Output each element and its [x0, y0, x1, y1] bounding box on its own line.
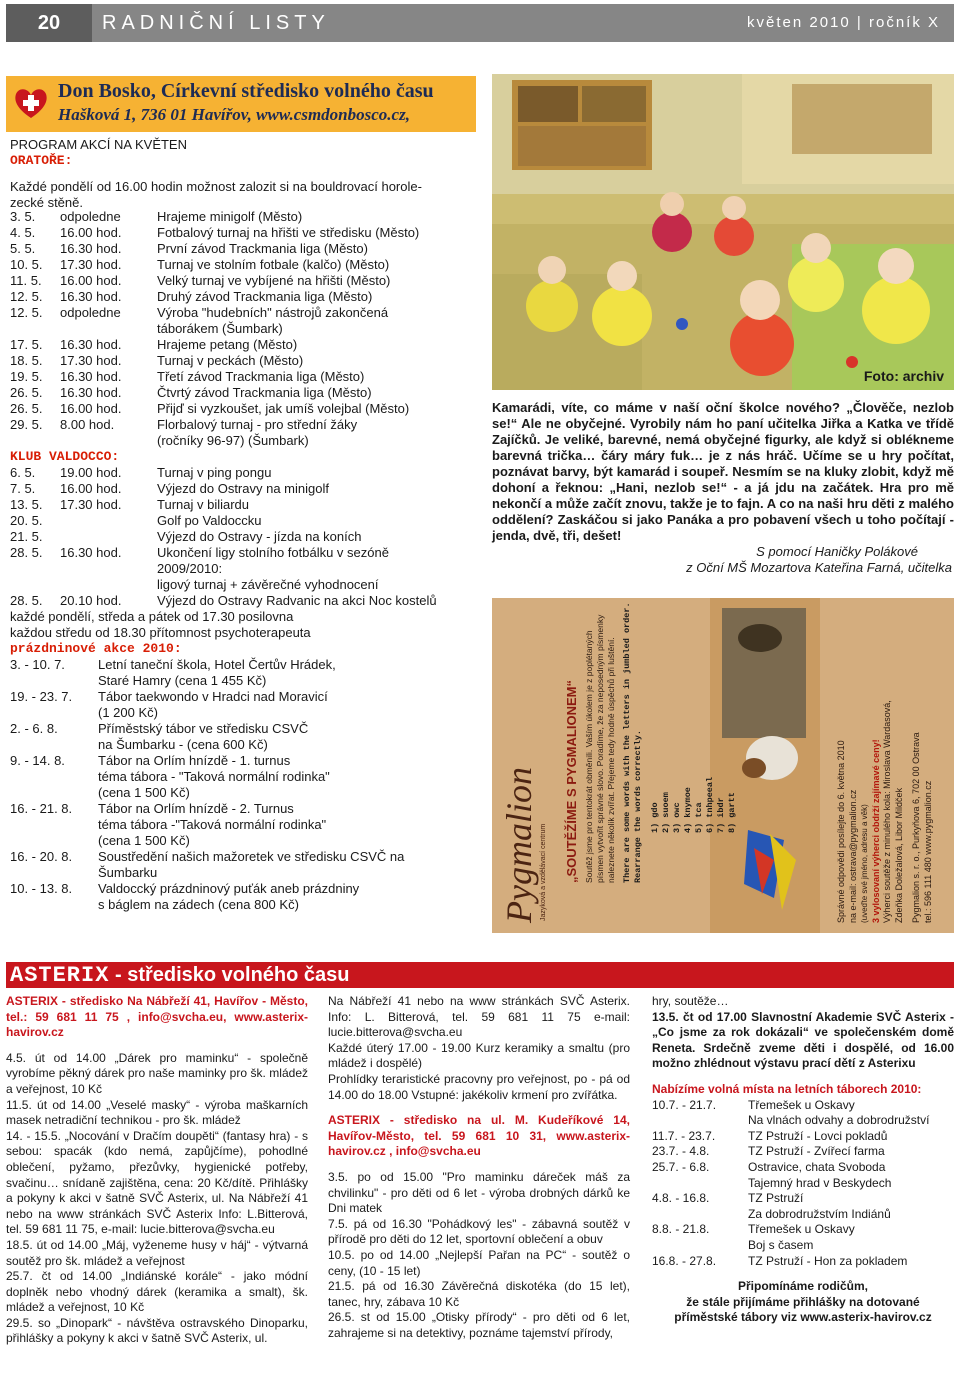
contest-rules-line: Správné odpovědi posílejte do 6. května 2010 — [836, 740, 846, 923]
row-event: Turnaj v biliardu — [157, 497, 250, 512]
asterix-name: ASTERIX — [10, 963, 110, 988]
asterix-column-1 — [6, 994, 308, 1347]
asterix-event: 3.5. po od 15.00 "Pro maminku dáreček máš za chvilinku" - pro děti od 6 let - výroba drobných dárků ke Dni matek — [328, 1169, 630, 1216]
row-time: 16.00 hod. — [60, 401, 122, 416]
row-date: 17. 5. — [10, 337, 43, 352]
row-event: Tábor taekwondo v Hradci nad Moravicí — [98, 689, 328, 704]
camp-row — [652, 1113, 954, 1129]
article-signature-line2: z Oční MŠ Mozartova Kateřina Farná, učitelka — [686, 560, 952, 575]
row-date: 11. 5. — [10, 273, 42, 288]
jumbled-word: 1) gdo — [650, 802, 660, 833]
asterix-address: ASTERIX - středisko na ul. M. Kudeříkové 14, Havířov-Město, tel. 59 681 10 31, www.asterix-havirov.cz , info@svcha.eu — [328, 1113, 630, 1159]
row-date: 10. 5. — [10, 257, 43, 272]
camp-name: Třemešek u Oskavy — [748, 1097, 855, 1112]
oratore-intro-line1: Každé pondělí od 16.00 hodin možnost zalozit si na bouldrovací horole- — [10, 179, 422, 194]
magazine-title: RADNIČNÍ LISTY — [102, 12, 330, 34]
article-text: Kamarádi, víte, co máme v naší oční školce nového? „Člověče, nezlob se!“ Ale ne obyčejné. Vyrobily nám ho paní učitelka Jiřka a Katka ve třídě Zajíčků. Je veliké, barevné, nemá obyčejné figurky, ale když si oblékneme barevná trička… čáry máry fuk… je z nás hráč. Učíme se u hry počítat, poznávat barvy, být kamarád i soupeř. Nesmím se na kluky zlobit, když mě dohoní a řeknou: „Hani, nezlob se!“ - a já jdu na začátek. Hra pro mě nekončí a může začít znovu, takže je to fajn. A co na naši hru děti z malého oddělení? Zaskáčou si jako Panáka a pro pobavení všech u toho počítají - jenda, dvě, tři, dešet! — [492, 400, 954, 543]
asterix-event: 18.5. út od 14.00 „Máj, vyženeme husy v háj“ - výtvarná soutěž pro šk. mládež a veřejnost — [6, 1237, 308, 1268]
jumbled-word: 7) ibdr — [716, 797, 726, 833]
row-event: Turnaj ve stolním fotbale (kalčo) (Město) — [157, 257, 390, 272]
row-event: Hrajeme petang (Město) — [157, 337, 298, 352]
camp-name: Boj s časem — [748, 1237, 814, 1252]
row-event: Velký turnaj ve vybíjené na hřišti (Město) — [157, 273, 391, 288]
asterix-event: 10.5. po od 14.00 „Nejlepší Pařan na PC“ - soutěž o ceny, (10 - 15 let) — [328, 1247, 630, 1278]
spacer — [328, 1160, 630, 1170]
asterix-subtitle: - středisko volného času — [109, 964, 350, 986]
camp-name: Tajemný hrad v Beskydech — [748, 1175, 892, 1190]
camp-row — [652, 1160, 954, 1176]
row-time: 16.30 hod. — [60, 369, 122, 384]
program-block — [10, 137, 480, 211]
row-date: 2. - 6. 8. — [10, 721, 58, 736]
contest-rules-line: (uveďte své jméno, adresu a věk) — [860, 804, 869, 923]
program-title: PROGRAM AKCÍ NA KVĚTEN — [10, 137, 187, 152]
row-date: 16. - 21. 8. — [10, 801, 73, 816]
jumbled-word: 6) tnhpeeal — [705, 776, 715, 833]
pygmalion-contest-ad — [492, 598, 954, 933]
camps-heading: Nabízíme volná místa na letních táborech 2010: — [652, 1081, 922, 1096]
contest-intro-line: písmen vytvořit správné slovo. Poradíme, že za neposedným písmenky — [595, 614, 605, 883]
asterix-column-3 — [652, 994, 954, 1326]
jumbled-word: 5) tca — [694, 802, 704, 833]
row-time: odpoledne — [60, 305, 121, 320]
asterix-event: 25.7. čt od 14.00 „Indiánské korále“ - jako módní doplněk nebo vhodný dárek (keramika a smalt), šk. mládež a veřejnost, 10 Kč — [6, 1269, 308, 1315]
row-event: Staré Hamry (cena 1 455 Kč) — [98, 673, 267, 688]
contest-rules — [836, 700, 934, 923]
row-time: 8.00 hod. — [60, 417, 115, 432]
camp-date: 11.7. - 23.7. — [652, 1128, 716, 1143]
row-time: 16.30 hod. — [60, 289, 122, 304]
row-date: 12. 5. — [10, 305, 43, 320]
row-event: ligový turnaj + závěrečné vyhodnocení — [157, 577, 379, 592]
row-time: 16.30 hod. — [60, 337, 122, 352]
col3-event: 13.5. čt od 17.00 Slavnostní Akademie SVČ Asterix - „Co jsme za rok dokázali“ ve společenském domě Reneta. Srdečně zveme děti i dospělé, od 16.00 možno zhlédnout výstavu prací dětí z Asterixu — [652, 1009, 954, 1071]
camp-date: 25.7. - 6.8. — [652, 1159, 710, 1174]
row-time: 16.30 hod. — [60, 545, 122, 560]
row-date: 28. 5. — [10, 593, 43, 608]
asterix-event: Každé úterý 17.00 - 19.00 Kurz keramiky a smaltu (pro mládež i dospělé) — [328, 1040, 630, 1071]
row-event: (1 200 Kč) — [98, 705, 158, 720]
row-time: 16.30 hod. — [60, 241, 122, 256]
row-event: Výroba "hudebních" nástrojů zakončená — [157, 305, 389, 320]
pygmalion-contact-line: tel.: 596 111 480 www.pygmalion.cz — [922, 780, 933, 923]
spacer — [6, 1041, 308, 1051]
row-date: 26. 5. — [10, 385, 43, 400]
row-event: téma tábora - "Taková normální rodinka" — [98, 769, 330, 784]
asterix-event: 4.5. út od 14.00 „Dárek pro maminku“ - společně vyrobíme pěkný dárek pro naše maminky pro šk. mládež a veřejnost, 10 Kč — [6, 1050, 308, 1096]
row-time: 20.10 hod. — [60, 593, 122, 608]
kindergarten-article — [492, 400, 954, 576]
contest-title: „SOUTĚŽÍME S PYGMALIONEM“ — [564, 680, 579, 883]
children-playing-photo — [492, 74, 954, 390]
row-event: Příměstský tábor ve středisku CSVČ — [98, 721, 309, 736]
reminder-line3: příměstské tábory viz www.asterix-havirov.cz — [674, 1310, 932, 1325]
reminder-line2: že stále přijímáme přihlášky na dotované — [686, 1294, 920, 1309]
regular-block — [10, 609, 480, 641]
row-event: Turnaj v ping pongu — [157, 465, 272, 480]
summer-heading: prázdninové akce 2010: — [10, 641, 182, 656]
row-date: 18. 5. — [10, 353, 43, 368]
pygmalion-logo-sub: Jazyková a vzdělávací centrum — [540, 823, 547, 921]
banner-address: Hašková 1, 736 01 Havířov, www.csmdonbosco.cz, — [58, 105, 410, 124]
asterix-address: ASTERIX - středisko Na Nábřeží 41, Havířov - Město, tel.: 59 681 11 75 , info@svcha.eu, www.asterix-havirov.cz — [6, 994, 308, 1040]
row-event: Šumbarku — [98, 865, 158, 880]
camp-date: 10.7. - 21.7. — [652, 1097, 717, 1112]
row-time: 16.00 hod. — [60, 273, 122, 288]
row-event: téma tábora -"Taková normální rodinka" — [98, 817, 327, 832]
asterix-event: Prohlídky teraristické pracovny pro veřejnost, po - pá od 14.00 do 18.00 Vstupné: jakékoliv krmení pro zvířátka. — [328, 1071, 630, 1102]
row-event: (cena 1 500 Kč) — [98, 785, 190, 800]
camp-name: TZ Pstruží - Hon za pokladem — [748, 1253, 908, 1268]
row-event: Turnaj v peckách (Město) — [157, 353, 304, 368]
row-event: Fotbalový turnaj na hřišti ve středisku (Město) — [157, 225, 420, 240]
camp-name: TZ Pstruží — [748, 1191, 804, 1206]
row-event: Hrajeme minigolf (Město) — [157, 209, 303, 224]
row-event: Golf po Valdoccku — [157, 513, 262, 528]
row-event: Letní taneční škola, Hotel Čertův Hrádek, — [98, 657, 336, 672]
donbosco-heart-logo-icon — [12, 84, 50, 122]
photo-credit: Foto: archiv — [863, 368, 944, 384]
row-date: 28. 5. — [10, 545, 43, 560]
camp-row — [652, 1222, 954, 1238]
row-event: 2009/2010: — [157, 561, 223, 576]
row-event: První závod Trackmania liga (Město) — [157, 241, 368, 256]
row-date: 19. - 23. 7. — [10, 689, 73, 704]
camp-row — [652, 1176, 954, 1192]
row-event: Druhý závod Trackmania liga (Město) — [157, 289, 373, 304]
row-date: 16. - 20. 8. — [10, 849, 73, 864]
row-date: 12. 5. — [10, 289, 43, 304]
row-date: 5. 5. — [10, 241, 36, 256]
oratore-intro-line2: zecké stěně. — [10, 195, 83, 210]
row-event: táborákem (Šumbark) — [157, 321, 283, 336]
row-time: odpoledne — [60, 209, 121, 224]
row-time: 17.30 hod. — [60, 257, 122, 272]
row-event: (cena 1 500 Kč) — [98, 833, 190, 848]
contest-intro-line: Soutěž jsme pro tentokrát obměnili. Vaším úkolem je z poplétaných — [584, 630, 594, 883]
row-event: Tábor na Orlím hnízdě - 2. Turnus — [98, 801, 294, 816]
camp-row — [652, 1207, 954, 1223]
jumbled-word: 4) knymoe — [683, 787, 693, 833]
camp-date: 8.8. - 21.8. — [652, 1222, 710, 1237]
klub-heading: KLUB VALDOCCO: — [10, 449, 120, 464]
jumbled-word: 3) owc — [672, 802, 682, 833]
row-date: 21. 5. — [10, 529, 43, 544]
camp-name: Třemešek u Oskavy — [748, 1222, 855, 1237]
contest-prize-line: 3 vylosovaní výherci obdrží zajímavé ceny! — [870, 739, 881, 923]
page-number: 20 — [6, 4, 92, 42]
asterix-event: 14. - 15.5. „Nocování v Dračím doupěti“ (fantasy hra) - s sebou: spacák (kdo nemá, zapůjčíme), pohodlné oblečení, pyžamo, přezůvky, hygienické potřeby, svačinu… snídaně zajištěna, cena: 20 Kč/dítě. Přihlášky a pokyny k akci v šatně SVČ Asterix, ul. Na Nábřeží 41 nebo na www stránkách SVČ Asterix Info: L.Bitterová, tel. 59 681 11 75, e-mail: lucie.bitterova@svcha.eu — [6, 1128, 308, 1237]
camp-name: Ostravice, chata Svoboda — [748, 1159, 886, 1174]
camps-list — [652, 1098, 954, 1270]
kindergarten-photo — [492, 74, 954, 390]
jumbled-word: 2) suoem — [661, 792, 671, 833]
row-event: s báglem na zádech (cena 800 Kč) — [98, 897, 299, 912]
row-date: 26. 5. — [10, 401, 43, 416]
camp-date: 4.8. - 16.8. — [652, 1191, 710, 1206]
asterix-event: 29.5. so „Dinopark“ - návštěva ostravského Dinoparku, přihlášky a pokyny k akci v šatně SVČ Asterix, ul. — [6, 1315, 308, 1346]
row-event: Tábor na Orlím hnízdě - 1. turnus — [98, 753, 291, 768]
regular-line1: každé pondělí, středa a pátek od 17.30 posilovna — [10, 609, 294, 624]
camp-name: TZ Pstruží - Lovci pokladů — [748, 1128, 888, 1143]
camp-name: Na vlnách odvahy a dobrodružství — [748, 1113, 930, 1128]
regular-line2: každou středu od 18.30 přítomnost psychoterapeuta — [10, 625, 311, 640]
row-date: 6. 5. — [10, 465, 36, 480]
row-time: 16.00 hod. — [60, 225, 122, 240]
camp-row — [652, 1191, 954, 1207]
english-task-line: Rearrange the words correctly. — [633, 729, 643, 883]
camp-row — [652, 1129, 954, 1145]
contest-intro — [584, 615, 617, 883]
jumbled-word: 8) gartt — [727, 792, 737, 833]
page-header — [6, 4, 954, 42]
row-date: 13. 5. — [10, 497, 43, 512]
row-event: Valdoccký prázdninový puťák aneb prázdniny — [98, 881, 360, 896]
row-date: 3. - 10. 7. — [10, 657, 65, 672]
banner-name: Don Bosko, Církevní středisko volného času — [58, 80, 434, 102]
row-date: 9. - 14. 8. — [10, 753, 65, 768]
row-time: 16.00 hod. — [60, 481, 122, 496]
row-event: Výjezd do Ostravy Radvanic na akci Noc kostelů — [157, 593, 437, 608]
reminder-line1: Připomínáme rodičům, — [737, 1279, 869, 1294]
row-time: 16.30 hod. — [60, 385, 122, 400]
camp-name: TZ Pstruží - Zvířecí farma — [748, 1144, 885, 1159]
row-event: na Šumbarku - (cena 600 Kč) — [98, 737, 268, 752]
row-date: 10. - 13. 8. — [10, 881, 73, 896]
donbosco-banner — [6, 76, 476, 132]
jumbled-words-list — [650, 777, 738, 833]
asterix-event: 7.5. pá od 16.30 "Pohádkový les" - zábavná soutěž v přírodě pro děti do 12 let, sportovní oblečení a obuv — [328, 1216, 630, 1247]
english-task — [622, 602, 644, 883]
row-event: Třetí závod Trackmania liga (Město) — [157, 369, 365, 384]
english-task-line: There are some words with the letters in jumbled order. — [622, 602, 632, 883]
camp-date: 23.7. - 4.8. — [652, 1144, 710, 1159]
camp-row — [652, 1144, 954, 1160]
row-event: Výjezd do Ostravy na minigolf — [157, 481, 329, 496]
row-date: 20. 5. — [10, 513, 43, 528]
issue-date: květen 2010 | ročník X — [747, 14, 940, 31]
contest-winners-line: Výherci soutěže z minulého kola: Miroslava Wardasová, — [882, 700, 892, 923]
row-date: 3. 5. — [10, 209, 36, 224]
row-event: Čtvrtý závod Trackmania liga (Město) — [157, 385, 372, 400]
camp-date: 16.8. - 27.8. — [652, 1253, 717, 1268]
row-event: (ročníky 96-97) (Šumbark) — [157, 433, 309, 448]
camp-row — [652, 1238, 954, 1254]
row-time: 17.30 hod. — [60, 497, 122, 512]
contest-winners-line: Zdeňka Doležalová, Libor Mildček — [893, 787, 904, 923]
col3-intro: hry, soutěže… — [652, 994, 729, 1008]
row-time: 19.00 hod. — [60, 465, 122, 480]
contest-intro-line: naleznete několik zvířat. Přejeme tedy hodně úspěchů při luštění. — [606, 637, 616, 883]
pygmalion-rotated-content — [492, 598, 954, 933]
oratore-heading: ORATOŘE: — [10, 153, 73, 168]
asterix-event: 11.5. út od 14.00 „Veselé masky“ - výroba maškarních masek netradiční technikou - pro šk. mládež — [6, 1097, 308, 1128]
row-event: Přijď si vyzkoušet, jak umíš volejbal (Město) — [157, 401, 410, 416]
pygmalion-address-line: Pygmalion s. r. o., Purkyňova 6, 702 00 Ostrava — [911, 732, 921, 923]
contest-rules-line: na e-mail: ostrava@pygmalion.cz — [847, 789, 858, 923]
row-event: Výjezd do Ostravy - jízda na koních — [157, 529, 362, 544]
row-date: 29. 5. — [10, 417, 43, 432]
asterix-event: 21.5. pá od 16.30 Závěrečná diskotéka (do 15 let), tanec, hry, zábava 10 Kč — [328, 1279, 630, 1309]
row-time: 17.30 hod. — [60, 353, 122, 368]
camp-row — [652, 1098, 954, 1114]
camp-row — [652, 1254, 954, 1270]
row-event: Soustředění našich mažoretek ve středisku CSVČ na — [98, 849, 405, 864]
row-date: 19. 5. — [10, 369, 43, 384]
spacer — [328, 1103, 630, 1113]
row-event: Ukončení ligy stolního fotbálku v sezóně — [157, 545, 389, 560]
row-date: 7. 5. — [10, 481, 36, 496]
row-event: Florbalový turnaj - pro střední žáky — [157, 417, 358, 432]
asterix-event: 26.5. st od 15.00 „Otisky přírody“ - pro děti od 6 let, zahrajeme si na detektivy, poznáme tajemství přírody, — [328, 1310, 630, 1340]
asterix-heading-band — [6, 962, 954, 988]
row-date: 4. 5. — [10, 225, 36, 240]
camp-name: Za dobrodružstvím Indiánů — [748, 1206, 891, 1221]
article-signature-line1: S pomocí Haničky Polákové — [756, 544, 918, 559]
asterix-event: Na Nábřeží 41 nebo na www stránkách SVČ Asterix. Info: L. Bitterová, tel. 59 681 11 75 e-mail: lucie.bitterova@svcha.eu — [328, 994, 630, 1040]
asterix-column-2 — [328, 994, 630, 1341]
pygmalion-logo: Pygmalion — [499, 767, 539, 923]
